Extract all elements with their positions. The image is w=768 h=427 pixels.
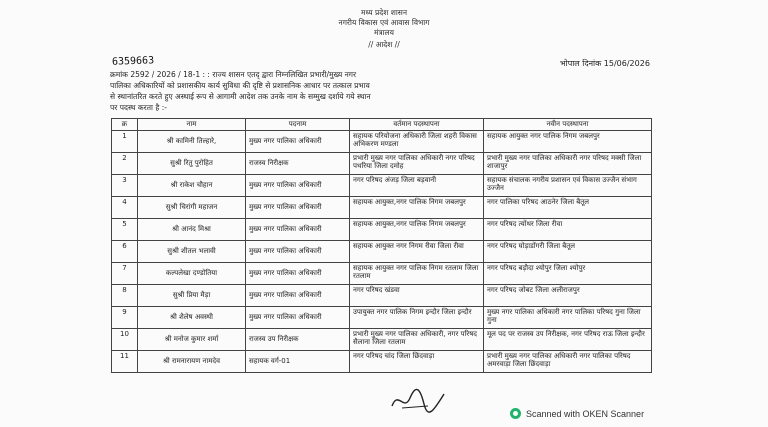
cell-sn: 11 (112, 350, 138, 372)
table-row (112, 240, 652, 262)
paragraph-line-4: पर पदस्थ करता है :- (110, 103, 167, 112)
header-ministry: मंत्रालय (373, 28, 394, 37)
table-row (112, 218, 652, 240)
paragraph-line-3: से स्थानांतरित करते हुए अस्थाई रूप से आगामी आदेश तक उनके नाम के सम्मुख दर्शाये गये स्थान (110, 92, 371, 101)
table-row (112, 262, 652, 284)
cell-current-posting: उपायुक्त नगर पालिक निगम इन्दौर जिला इन्दौर (350, 306, 484, 328)
cell-name: श्री आनंद मिश्रा (138, 218, 246, 240)
cell-name: श्री शैलेष अवस्थी (138, 306, 246, 328)
cell-sn: 8 (112, 284, 138, 306)
cell-new-posting: मूल पद पर राजस्व उप निरीक्षक, नगर परिषद राऊ जिला इन्दौर (484, 328, 652, 350)
signature (388, 386, 448, 414)
cell-sn: 1 (112, 130, 138, 152)
cell-new-posting: प्रभारी मुख्य नगर पालिका अधिकारी नगर पालिका परिषद अमरवाड़ा जिला छिंदवाड़ा (484, 350, 652, 372)
header-department: नगरीय विकास एवं आवास विभाग (338, 18, 430, 27)
cell-sn: 6 (112, 240, 138, 262)
table-row (112, 130, 652, 152)
table-header-row (112, 119, 652, 131)
cell-new-posting: प्रभारी मुख्य नगर पालिका अधिकारी नगर परिषद मक्सी जिला शाजापुर (484, 152, 652, 174)
cell-current-posting: सहायक आयुक्त,नगर पालिक निगम जबलपुर (350, 196, 484, 218)
place-date: भोपाल दिनांक 15/06/2026 (560, 59, 650, 68)
cell-name: श्री राकेश चौहान (138, 174, 246, 196)
scanner-watermark (510, 408, 644, 419)
cell-designation: मुख्य नगर पालिका अधिकारी (246, 218, 350, 240)
cell-current-posting: सहायक आयुक्त,नगर पालिक निगम जबलपुर (350, 218, 484, 240)
table-row (112, 196, 652, 218)
cell-new-posting: मुख्य नगर पालिका अधिकारी नगर पालिका परिषद गुना जिला गुना (484, 306, 652, 328)
table-row (112, 174, 652, 196)
table-row (112, 350, 652, 372)
order-number: क्रमांक 2592 / 2026 / 18-1 : (110, 70, 206, 79)
cell-designation: राजस्व उप निरीक्षक (246, 328, 350, 350)
cell-new-posting: नगर पालिका परिषद आठनेर जिला बैतूल (484, 196, 652, 218)
cell-name: श्री मनोज कुमार शर्मा (138, 328, 246, 350)
cell-sn: 4 (112, 196, 138, 218)
cell-name: श्री रामनारायण नामदेव (138, 350, 246, 372)
table-row (112, 306, 652, 328)
cell-name: सुश्री शीतल भलावी (138, 240, 246, 262)
cell-current-posting: सहायक आयुक्त नगर निगम रीवा जिला रीवा (350, 240, 484, 262)
cell-current-posting: सहायक आयुक्त नगर पालिक निगम रतलाम जिला रतलाम (350, 262, 484, 284)
cell-new-posting: नगर परिषद बड़ौदा श्योपुर जिला श्योपुर (484, 262, 652, 284)
cell-new-posting: सहायक संचालक नगरीय प्रशासन एवं विकास उज्जैन संभाग उज्जैन (484, 174, 652, 196)
cell-new-posting: नगर परिषद जोबट जिला अलीराजपुर (484, 284, 652, 306)
scanner-watermark-text: Scanned with OKEN Scanner (526, 408, 645, 419)
cell-new-posting: नगर परिषद घोड़ाडोंगरी जिला बैतूल (484, 240, 652, 262)
cell-current-posting: नगर परिषद अंजड़ जिला बड़वानी (350, 174, 484, 196)
cell-designation: मुख्य नगर पालिका अधिकारी (246, 306, 350, 328)
cell-name: श्री कामिनी तिल्हारे, (138, 130, 246, 152)
paragraph-line-1: : राज्य शासन एतद् द्वारा निम्नलिखित प्रभारी/मुख्य नगर (207, 70, 357, 79)
cell-name: सुश्री प्रिया मैड़ा (138, 284, 246, 306)
handwritten-reference-number: 6359663 (111, 55, 155, 68)
cell-designation: सहायक वर्ग-01 (246, 350, 350, 372)
header-order: // आदेश // (368, 40, 400, 49)
cell-name: कल्पलेखा दण्डोतिया (138, 262, 246, 284)
header-sn: क्र (112, 119, 138, 131)
transfer-table (111, 118, 652, 373)
cell-current-posting: सहायक परियोजना अधिकारी जिला शहरी विकास अभिकरण मण्डला (350, 130, 484, 152)
order-number-line (110, 70, 356, 80)
scanner-logo-icon (510, 408, 521, 419)
cell-current-posting: नगर परिषद चांद जिला छिंदवाड़ा (350, 350, 484, 372)
header-government: मध्य प्रदेश शासन (360, 8, 408, 17)
header-designation: पदनाम (246, 119, 350, 131)
table-row (112, 328, 652, 350)
cell-sn: 7 (112, 262, 138, 284)
cell-designation: मुख्य नगर पालिका अधिकारी (246, 262, 350, 284)
cell-designation: मुख्य नगर पालिका अधिकारी (246, 196, 350, 218)
cell-sn: 3 (112, 174, 138, 196)
cell-current-posting: प्रभारी मुख्य नगर पालिका अधिकारी, नगर परिषद सैलाना जिला रतलाम (350, 328, 484, 350)
cell-new-posting: नगर परिषद त्योंथर जिला रीवा (484, 218, 652, 240)
cell-designation: मुख्य नगर पालिका अधिकारी (246, 240, 350, 262)
cell-designation: राजस्व निरीक्षक (246, 152, 350, 174)
header-name: नाम (138, 119, 246, 131)
header-new-posting: नवीन पदस्थापना (484, 119, 652, 131)
cell-designation: मुख्य नगर पालिका अधिकारी (246, 130, 350, 152)
cell-new-posting: सहायक आयुक्त नगर पालिक निगम जबलपुर (484, 130, 652, 152)
cell-current-posting: नगर परिषद खंडवा (350, 284, 484, 306)
header-current-posting: वर्तमान पदस्थापना (350, 119, 484, 131)
paragraph-line-2: पालिका अधिकारियों को प्रशासकीय कार्य सुविधा की दृष्टि से प्रशासनिक आधार पर तत्काल प्रभाव (110, 81, 370, 90)
cell-sn: 5 (112, 218, 138, 240)
cell-name: सुश्री चिरांगी महाजन (138, 196, 246, 218)
cell-sn: 10 (112, 328, 138, 350)
cell-name: सुश्री रितु पुरोहित (138, 152, 246, 174)
cell-designation: मुख्य नगर पालिका अधिकारी (246, 174, 350, 196)
cell-current-posting: प्रभारी मुख्य नगर पालिका अधिकारी नगर परिषद पथरिया जिला दमोह (350, 152, 484, 174)
cell-sn: 9 (112, 306, 138, 328)
cell-designation: मुख्य नगर पालिका अधिकारी (246, 284, 350, 306)
table-row (112, 152, 652, 174)
table-row (112, 284, 652, 306)
cell-sn: 2 (112, 152, 138, 174)
